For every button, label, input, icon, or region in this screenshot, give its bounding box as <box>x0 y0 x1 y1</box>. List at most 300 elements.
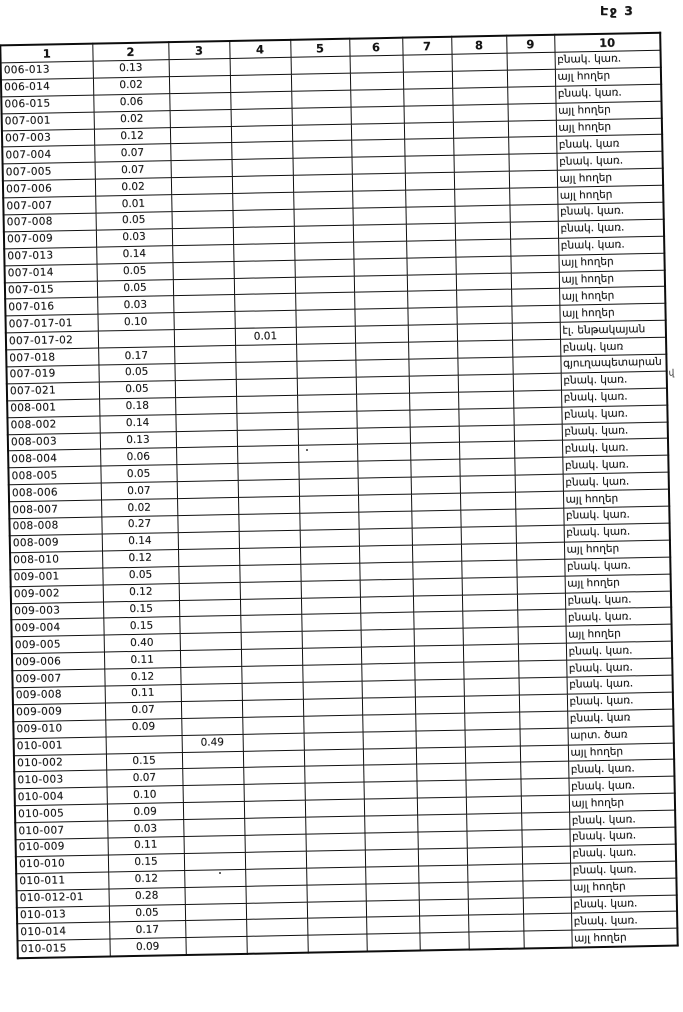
cell-col1: 008-008 <box>9 517 101 536</box>
cell-col1: 008-006 <box>9 483 101 502</box>
cell-col7 <box>403 54 452 72</box>
cell-col1: 007-007 <box>3 196 95 215</box>
cell-col5 <box>305 816 364 834</box>
cell-col5 <box>303 715 362 733</box>
cell-col8 <box>463 644 518 662</box>
cell-col4 <box>230 74 291 92</box>
cell-col9 <box>520 728 568 746</box>
cell-col10: բնակ. կառ. <box>561 405 667 424</box>
cell-col8 <box>467 847 522 865</box>
cell-col1: 010-015 <box>17 939 109 958</box>
cell-col10: բնակ. կառ. <box>567 675 673 694</box>
cell-col3 <box>178 548 239 566</box>
cell-col8 <box>464 678 519 696</box>
cell-col8 <box>458 374 513 392</box>
cell-col9 <box>517 593 565 611</box>
cell-col3 <box>184 886 245 904</box>
cell-col4 <box>232 159 293 177</box>
cell-col5 <box>292 124 351 142</box>
cell-col6 <box>351 123 404 141</box>
cell-col1: 007-005 <box>3 162 95 181</box>
cell-col5 <box>301 613 360 631</box>
table-body <box>1 50 678 958</box>
cell-col3 <box>184 869 245 887</box>
cell-col1: 007-019 <box>6 365 98 384</box>
cell-col9 <box>516 559 564 577</box>
cell-col6 <box>356 376 409 394</box>
cell-col6 <box>366 916 419 934</box>
cell-col2: 0.02 <box>94 110 170 128</box>
cell-col4 <box>244 817 305 835</box>
cell-col4 <box>241 632 302 650</box>
cell-col5 <box>293 158 352 176</box>
cell-col7 <box>418 865 467 883</box>
cell-col5 <box>296 343 355 361</box>
cell-col7 <box>407 274 456 292</box>
cell-col7 <box>413 595 462 613</box>
cell-col5 <box>291 73 350 91</box>
cell-col2: 0.18 <box>99 397 175 415</box>
cell-col6 <box>366 900 419 918</box>
cell-col3 <box>171 194 232 212</box>
cell-col7 <box>416 747 465 765</box>
cell-col2: 0.15 <box>106 752 182 770</box>
cell-col4 <box>239 530 300 548</box>
cell-col6 <box>365 866 418 884</box>
cell-col6 <box>357 444 410 462</box>
cell-col3 <box>179 616 240 634</box>
cell-col7 <box>408 341 457 359</box>
cell-col8 <box>465 729 520 747</box>
cell-col6 <box>352 207 405 225</box>
cell-col4 <box>240 581 301 599</box>
cell-col2 <box>106 735 182 753</box>
cell-col4 <box>232 176 293 194</box>
cell-col10: այլ հողեր <box>570 878 676 897</box>
cell-col7 <box>409 375 458 393</box>
cell-col7 <box>413 612 462 630</box>
cell-col1: 007-017-02 <box>6 331 98 350</box>
cell-col7 <box>414 645 463 663</box>
cell-col8 <box>457 340 512 358</box>
cell-col3 <box>184 835 245 853</box>
cell-col6 <box>355 342 408 360</box>
cell-col9 <box>508 120 556 138</box>
column-header: 9 <box>506 35 554 53</box>
cell-col8 <box>458 408 513 426</box>
cell-col8 <box>468 898 523 916</box>
cell-col3 <box>174 346 235 364</box>
cell-col2: 0.10 <box>97 313 173 331</box>
cell-col10: բնակ. կառ. <box>565 608 671 627</box>
cell-col8 <box>459 458 514 476</box>
cell-col10: բնակ. կառ <box>567 709 673 728</box>
cell-col1: 010-004 <box>15 787 107 806</box>
cell-col8 <box>452 70 507 88</box>
column-header: 4 <box>229 40 290 59</box>
cell-col2: 0.17 <box>109 921 185 939</box>
cell-col10: արտ. ծառ <box>567 726 673 745</box>
cell-col8 <box>468 914 523 932</box>
cell-col6 <box>351 140 404 158</box>
cell-col6 <box>358 511 411 529</box>
cell-col8 <box>452 53 507 71</box>
cell-col2: 0.05 <box>102 566 178 584</box>
cell-col5 <box>306 850 365 868</box>
cell-col3 <box>185 920 246 938</box>
cell-col5 <box>300 529 359 547</box>
cell-col7 <box>418 882 467 900</box>
cell-col3 <box>185 937 246 956</box>
cell-col7 <box>416 764 465 782</box>
cell-col4 <box>236 378 297 396</box>
cell-col4 <box>240 615 301 633</box>
cell-col6 <box>359 562 412 580</box>
cell-col6 <box>350 72 403 90</box>
cell-col2: 0.02 <box>95 178 171 196</box>
cell-col7 <box>405 206 454 224</box>
cell-col7 <box>413 578 462 596</box>
cell-col3 <box>179 599 240 617</box>
cell-col10: բնակ. կառ. <box>555 84 661 103</box>
cell-col8 <box>458 391 513 409</box>
cell-col6 <box>362 697 415 715</box>
cell-col5 <box>307 934 366 953</box>
cell-col5 <box>302 664 361 682</box>
cell-col9 <box>523 897 571 915</box>
cell-col7 <box>411 493 460 511</box>
cell-col7 <box>419 932 468 950</box>
cell-col6 <box>364 781 417 799</box>
cell-col1: 009-001 <box>10 568 102 587</box>
cell-col1: 010-009 <box>16 838 108 857</box>
cell-col7 <box>404 105 453 123</box>
cell-col7 <box>408 324 457 342</box>
column-header: 5 <box>290 39 349 58</box>
cell-col4 <box>239 564 300 582</box>
cell-col9 <box>508 103 556 121</box>
cell-col4 <box>242 699 303 717</box>
column-header: 2 <box>92 42 168 61</box>
cell-col7 <box>416 730 465 748</box>
cell-col9 <box>507 52 555 70</box>
cell-col6 <box>363 764 416 782</box>
cell-col2: 0.05 <box>98 364 174 382</box>
cell-col2: 0.15 <box>103 600 179 618</box>
cell-col5 <box>293 208 352 226</box>
cell-col2: 0.03 <box>107 820 183 838</box>
cell-col9 <box>517 610 565 628</box>
cell-col3 <box>178 565 239 583</box>
cell-col6 <box>352 157 405 175</box>
cell-col5 <box>293 191 352 209</box>
cell-col7 <box>409 409 458 427</box>
cell-col7 <box>417 797 466 815</box>
cell-col7 <box>403 88 452 106</box>
cell-col10: բնակ. կառ. <box>568 760 674 779</box>
cell-col5 <box>302 630 361 648</box>
cell-col8 <box>457 323 512 341</box>
cell-col7 <box>404 139 453 157</box>
cell-col9 <box>513 373 561 391</box>
cell-col9 <box>518 660 566 678</box>
cell-col10: գյուղապետարան <box>560 354 666 373</box>
cell-col3 <box>183 785 244 803</box>
cell-col4 <box>243 733 304 751</box>
cell-col6 <box>363 731 416 749</box>
cell-col6 <box>357 427 410 445</box>
cell-col3 <box>173 295 234 313</box>
cell-col5 <box>304 732 363 750</box>
cell-col4 <box>244 800 305 818</box>
cell-col3: 0.49 <box>182 734 243 752</box>
cell-col6 <box>352 173 405 191</box>
cell-col8 <box>465 779 520 797</box>
cell-col9 <box>513 390 561 408</box>
cell-col3 <box>180 650 241 668</box>
cell-col4 <box>232 192 293 210</box>
cell-col5 <box>292 107 351 125</box>
cell-col1: 009-009 <box>13 703 105 722</box>
cell-col10: բնակ. կառ. <box>562 456 668 475</box>
cell-col7 <box>414 662 463 680</box>
cell-col10: բնակ. կառ. <box>561 388 667 407</box>
cell-col8 <box>454 171 509 189</box>
cell-col7 <box>410 443 459 461</box>
cell-col3 <box>173 312 234 330</box>
cell-col9 <box>518 626 566 644</box>
cell-col6 <box>358 494 411 512</box>
cell-col8 <box>457 357 512 375</box>
cell-col6 <box>350 89 403 107</box>
cell-col1: 010-003 <box>14 770 106 789</box>
cell-col7 <box>405 189 454 207</box>
cell-col7 <box>412 544 461 562</box>
cell-col3 <box>178 531 239 549</box>
cell-col8 <box>453 121 508 139</box>
cell-col9 <box>515 491 563 509</box>
cell-col8 <box>468 931 523 949</box>
cell-col6 <box>359 528 412 546</box>
cell-col3 <box>180 633 241 651</box>
cell-col5 <box>295 293 354 311</box>
cell-col8 <box>453 104 508 122</box>
cell-col9 <box>514 441 562 459</box>
cell-col1: 010-001 <box>14 737 106 756</box>
cell-col10: բնակ. կառ. <box>565 591 671 610</box>
cell-col2: 0.12 <box>103 583 179 601</box>
cell-col10: այլ հողեր <box>563 489 669 508</box>
cell-col2: 0.14 <box>96 245 172 263</box>
cell-col9 <box>517 576 565 594</box>
cell-col4 <box>237 463 298 481</box>
cell-col2 <box>98 330 174 348</box>
cell-col3 <box>181 717 242 735</box>
cell-col3 <box>169 92 230 110</box>
cell-col7 <box>410 426 459 444</box>
cell-col7 <box>406 223 455 241</box>
cell-col8 <box>453 138 508 156</box>
cell-col9 <box>511 306 559 324</box>
cell-col10: բնակ. կառ. <box>571 895 677 914</box>
cell-col2: 0.03 <box>96 229 172 247</box>
cell-col2: 0.12 <box>108 870 184 888</box>
cell-col6 <box>350 55 403 73</box>
cell-col2: 0.13 <box>93 60 169 78</box>
cell-col8 <box>460 509 515 527</box>
cell-col7 <box>419 899 468 917</box>
cell-col2: 0.11 <box>104 651 180 669</box>
cell-col9 <box>508 137 556 155</box>
cell-col7 <box>404 122 453 140</box>
cell-col6 <box>362 714 415 732</box>
cell-col2: 0.17 <box>98 347 174 365</box>
cell-col5 <box>295 276 354 294</box>
cell-col5 <box>296 360 355 378</box>
cell-col1: 007-008 <box>4 213 96 232</box>
cell-col5 <box>305 782 364 800</box>
cell-col3 <box>177 481 238 499</box>
cell-col4 <box>238 496 299 514</box>
cell-col4 <box>233 209 294 227</box>
cell-col3 <box>185 903 246 921</box>
cell-col8 <box>454 205 509 223</box>
cell-col5 <box>304 749 363 767</box>
cell-col9 <box>520 762 568 780</box>
cell-col7 <box>407 291 456 309</box>
cell-col5 <box>307 917 366 935</box>
cell-col3 <box>182 751 243 769</box>
cell-col10: բնակ. կառ. <box>563 506 669 525</box>
cell-col9 <box>511 272 559 290</box>
cell-col1: 010-013 <box>17 906 109 925</box>
cell-col2: 0.05 <box>97 262 173 280</box>
cell-col3 <box>177 514 238 532</box>
cell-col10: բնակ. կառ. <box>561 371 667 390</box>
cell-col4 <box>244 783 305 801</box>
cell-col8 <box>461 560 516 578</box>
cell-col9 <box>512 356 560 374</box>
cell-col4 <box>230 57 291 75</box>
cell-col7 <box>409 392 458 410</box>
cell-col3 <box>170 109 231 127</box>
cell-col10: բնակ. կառ. <box>571 911 677 930</box>
cell-col3 <box>175 396 236 414</box>
cadastral-table <box>0 32 679 960</box>
cell-col9 <box>523 930 571 948</box>
cell-col1: 007-004 <box>2 146 94 165</box>
cell-col5 <box>305 833 364 851</box>
cell-col4 <box>238 480 299 498</box>
cell-col2: 0.28 <box>109 887 185 905</box>
cell-col7 <box>412 561 461 579</box>
cell-col7 <box>406 240 455 258</box>
cell-col5 <box>303 681 362 699</box>
cell-col10: բնակ. կառ. <box>563 472 669 491</box>
cell-col4 <box>239 547 300 565</box>
cell-col6 <box>353 258 406 276</box>
scan-speck <box>219 872 221 874</box>
cell-col9 <box>519 694 567 712</box>
cell-col7 <box>415 679 464 697</box>
cell-col9 <box>516 525 564 543</box>
cell-col4 <box>237 429 298 447</box>
cell-col10: բնակ. կառ. <box>570 861 676 880</box>
cell-col4 <box>233 243 294 261</box>
cell-col2: 0.15 <box>103 617 179 635</box>
cell-col8 <box>459 442 514 460</box>
cell-col5 <box>295 310 354 328</box>
cell-col8 <box>462 577 517 595</box>
cell-col10: բնակ. կառ <box>560 337 666 356</box>
cell-col3 <box>181 683 242 701</box>
cell-col5 <box>299 495 358 513</box>
cell-col1: 010-011 <box>16 872 108 891</box>
cell-col1: 007-006 <box>3 179 95 198</box>
cell-col4 <box>235 361 296 379</box>
cell-col3 <box>177 498 238 516</box>
cell-col9 <box>507 86 555 104</box>
cell-col10: բնակ. կառ. <box>566 658 672 677</box>
cell-col6 <box>351 106 404 124</box>
cell-col10: բնակ. կառ. <box>569 827 675 846</box>
cell-col9 <box>509 204 557 222</box>
cell-col9 <box>521 795 569 813</box>
cell-col10: այլ հողեր <box>556 118 662 137</box>
cell-col6 <box>355 325 408 343</box>
cell-col4 <box>246 935 307 954</box>
cell-col5 <box>300 546 359 564</box>
cell-col10: բնակ. կառ. <box>558 236 664 255</box>
cell-col9 <box>523 914 571 932</box>
cell-col7 <box>411 476 460 494</box>
cell-col9 <box>521 829 569 847</box>
cell-col1: 009-007 <box>12 669 104 688</box>
cell-col8 <box>463 627 518 645</box>
cell-col2: 0.06 <box>100 448 176 466</box>
cell-col2: 0.09 <box>109 938 185 957</box>
cell-col2: 0.11 <box>105 685 181 703</box>
cell-col5 <box>307 901 366 919</box>
cell-col4 <box>237 446 298 464</box>
cell-col4 <box>231 142 292 160</box>
cell-col1: 009-010 <box>13 720 105 739</box>
cell-col6 <box>360 612 413 630</box>
cell-col10: բնակ. կառ. <box>562 439 668 458</box>
cell-col4 <box>243 750 304 768</box>
cell-col6 <box>356 393 409 411</box>
cell-col10: բնակ. կառ. <box>568 776 674 795</box>
cell-col2: 0.07 <box>106 769 182 787</box>
cell-col4 <box>236 395 297 413</box>
cell-col4 <box>234 294 295 312</box>
cell-col1: 007-001 <box>2 112 94 131</box>
cell-col7 <box>406 257 455 275</box>
cell-col9 <box>522 863 570 881</box>
cell-col2: 0.12 <box>102 549 178 567</box>
cell-col8 <box>461 526 516 544</box>
cell-col3 <box>181 700 242 718</box>
cell-col4 <box>235 344 296 362</box>
cell-col1: 007-015 <box>5 281 97 300</box>
cell-col6 <box>359 545 412 563</box>
cell-col6 <box>366 933 419 951</box>
cell-col10: էլ. ենթակայան <box>560 320 666 339</box>
cell-col6 <box>354 275 407 293</box>
cell-col8 <box>466 813 521 831</box>
cell-col6 <box>358 477 411 495</box>
cell-col2: 0.09 <box>105 718 181 736</box>
